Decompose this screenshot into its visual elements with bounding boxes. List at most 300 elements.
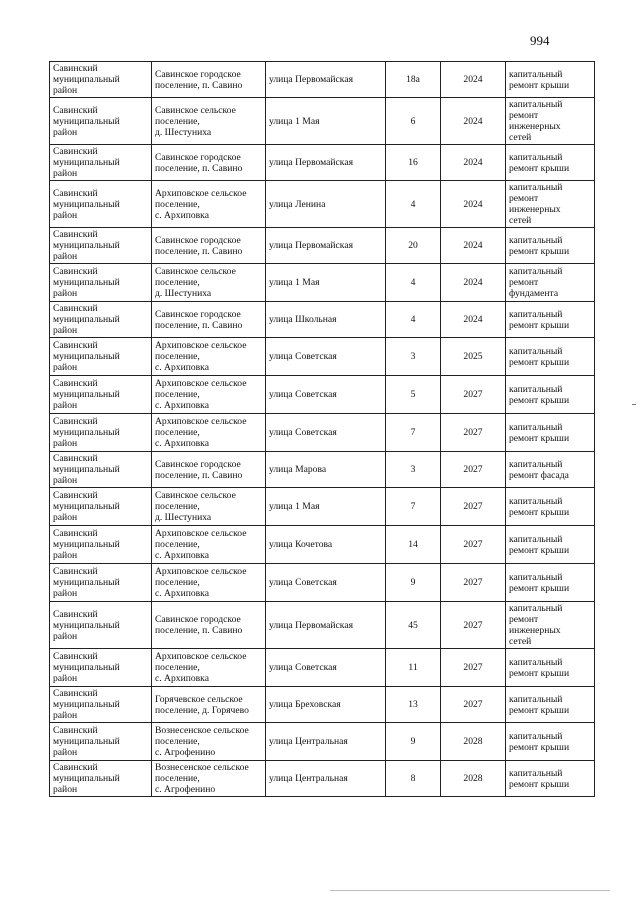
- work-type-line: ремонт крыши: [509, 544, 570, 556]
- street-line: улица 1 Мая: [269, 501, 320, 512]
- table-row: [50, 452, 595, 488]
- table-row: [50, 228, 595, 264]
- street-line: улица Бреховская: [269, 699, 341, 710]
- district-cell: [50, 264, 152, 302]
- settlement-cell: [152, 414, 266, 452]
- settlement-line: с. Агрофенино: [155, 747, 216, 758]
- street-line: улица Советская: [269, 389, 337, 400]
- street-cell: [266, 649, 386, 687]
- district-line: район: [53, 209, 78, 221]
- street-cell: [266, 338, 386, 376]
- district-line: Савинский: [53, 303, 98, 314]
- street-line: улица Первомайская: [269, 240, 353, 251]
- work-type-line: ремонт крыши: [509, 704, 570, 716]
- district-line: район: [53, 784, 78, 795]
- district-line: муниципальный: [53, 240, 120, 251]
- street-line: улица Первомайская: [269, 619, 353, 631]
- district-cell: [50, 181, 152, 228]
- district-cell: [50, 62, 152, 98]
- settlement-line: поселение, д. Горячево: [155, 704, 249, 716]
- table-body: [50, 62, 595, 797]
- settlement-cell: [152, 564, 266, 602]
- district-line: муниципальный: [53, 577, 120, 588]
- district-line: Савинский: [53, 762, 98, 773]
- house-number-cell: 9: [386, 723, 441, 761]
- street-cell: [266, 526, 386, 564]
- street-cell: [266, 228, 386, 264]
- work-type-line: ремонт: [509, 193, 539, 204]
- settlement-cell: [152, 602, 266, 649]
- settlement-line: д. Шестуниха: [155, 512, 212, 523]
- street-line: улица Кочетова: [269, 539, 333, 550]
- settlement-line: Архиповское сельское: [155, 651, 247, 662]
- work-type-cell: [506, 452, 595, 488]
- district-cell: [50, 723, 152, 761]
- district-line: Савинский: [53, 453, 98, 464]
- year-cell: 2024: [441, 181, 506, 228]
- settlement-line: Савинское сельское: [155, 104, 236, 116]
- table-row: [50, 526, 595, 564]
- work-type-line: сетей: [509, 636, 532, 647]
- district-cell: [50, 302, 152, 338]
- district-line: Савинский: [53, 608, 98, 620]
- district-line: муниципальный: [53, 198, 120, 210]
- district-line: Савинский: [53, 566, 98, 577]
- year-cell: 2027: [441, 414, 506, 452]
- work-type-line: капитальный: [509, 533, 563, 545]
- settlement-line: Архиповское сельское: [155, 340, 247, 351]
- work-type-line: ремонт: [509, 277, 539, 288]
- work-type-cell: [506, 145, 595, 181]
- settlement-cell: [152, 181, 266, 228]
- settlement-line: поселение, п. Савино: [155, 162, 243, 174]
- work-type-line: ремонт крыши: [509, 394, 570, 406]
- house-number-cell: 14: [386, 526, 441, 564]
- settlement-cell: [152, 376, 266, 414]
- work-type-line: капитальный: [509, 458, 563, 470]
- district-line: муниципальный: [53, 699, 120, 710]
- district-line: Савинский: [53, 688, 98, 699]
- work-type-cell: [506, 526, 595, 564]
- district-line: Савинский: [53, 340, 98, 351]
- street-cell: [266, 98, 386, 145]
- street-cell: [266, 414, 386, 452]
- page-number: 994: [530, 33, 550, 48]
- district-line: район: [53, 288, 78, 299]
- district-cell: [50, 526, 152, 564]
- table-row: [50, 302, 595, 338]
- work-type-line: капитальный: [509, 571, 563, 583]
- district-line: Савинский: [53, 63, 98, 74]
- house-number-cell: 18а: [386, 62, 441, 98]
- settlement-cell: [152, 264, 266, 302]
- work-type-line: инженерных: [509, 121, 561, 132]
- work-type-line: капитальный: [509, 383, 563, 395]
- settlement-line: Архиповское сельское: [155, 187, 247, 199]
- settlement-line: поселение,: [155, 662, 200, 673]
- district-line: муниципальный: [53, 389, 120, 400]
- settlement-cell: [152, 526, 266, 564]
- district-line: район: [53, 588, 78, 599]
- work-type-cell: [506, 62, 595, 98]
- work-type-line: фундамента: [509, 288, 559, 299]
- settlement-cell: [152, 302, 266, 338]
- settlement-line: Архиповское сельское: [155, 528, 247, 539]
- settlement-line: Савинское городское: [155, 614, 241, 625]
- table-row: [50, 723, 595, 761]
- district-cell: [50, 414, 152, 452]
- district-line: муниципальный: [53, 773, 120, 784]
- street-line: улица Первомайская: [269, 157, 353, 168]
- settlement-line: поселение,: [155, 389, 200, 400]
- street-line: улица Школьная: [269, 314, 337, 325]
- house-number-cell: 4: [386, 302, 441, 338]
- house-number-cell: 45: [386, 602, 441, 649]
- settlement-cell: [152, 228, 266, 264]
- settlement-line: поселение, п. Савино: [155, 245, 243, 257]
- work-type-line: ремонт: [509, 110, 539, 121]
- year-cell: 2024: [441, 62, 506, 98]
- district-line: Савинский: [53, 146, 98, 157]
- district-line: муниципальный: [53, 157, 120, 168]
- house-number-cell: 4: [386, 181, 441, 228]
- settlement-cell: [152, 62, 266, 98]
- district-line: район: [53, 362, 78, 373]
- district-line: район: [53, 85, 78, 96]
- district-line: район: [53, 325, 78, 336]
- work-type-line: капитальный: [509, 99, 563, 110]
- district-line: район: [53, 747, 78, 758]
- street-cell: [266, 181, 386, 228]
- year-cell: 2027: [441, 488, 506, 526]
- table-row: [50, 649, 595, 687]
- district-line: муниципальный: [53, 539, 120, 550]
- settlement-line: Архиповское сельское: [155, 416, 247, 427]
- settlement-line: поселение,: [155, 773, 200, 784]
- house-number-cell: 5: [386, 376, 441, 414]
- district-line: муниципальный: [53, 277, 120, 288]
- settlement-cell: [152, 488, 266, 526]
- year-cell: 2027: [441, 564, 506, 602]
- settlement-line: с. Архиповка: [155, 362, 209, 373]
- work-type-line: капитальный: [509, 182, 563, 193]
- work-type-line: капитальный: [509, 308, 563, 320]
- work-type-line: ремонт крыши: [509, 245, 570, 257]
- district-line: Савинский: [53, 490, 98, 501]
- work-type-line: капитальный: [509, 603, 563, 614]
- work-type-cell: [506, 98, 595, 145]
- year-cell: 2027: [441, 452, 506, 488]
- work-type-cell: [506, 761, 595, 797]
- district-line: муниципальный: [53, 662, 120, 673]
- work-type-line: инженерных: [509, 204, 561, 215]
- year-cell: 2027: [441, 602, 506, 649]
- settlement-cell: [152, 649, 266, 687]
- district-cell: [50, 602, 152, 649]
- district-line: Савинский: [53, 104, 98, 116]
- district-line: район: [53, 400, 78, 411]
- work-type-line: инженерных: [509, 625, 561, 636]
- work-type-cell: [506, 687, 595, 723]
- street-line: улица Центральная: [269, 736, 348, 747]
- table-row: [50, 145, 595, 181]
- settlement-line: Горячевское сельское: [155, 693, 243, 705]
- table-row: [50, 264, 595, 302]
- street-cell: [266, 452, 386, 488]
- settlement-line: с. Архиповка: [155, 588, 209, 599]
- district-cell: [50, 338, 152, 376]
- year-cell: 2028: [441, 723, 506, 761]
- house-number-cell: 6: [386, 98, 441, 145]
- street-cell: [266, 602, 386, 649]
- house-number-cell: 3: [386, 338, 441, 376]
- street-cell: [266, 62, 386, 98]
- work-type-cell: [506, 338, 595, 376]
- settlement-line: Савинское сельское: [155, 266, 236, 277]
- table-row: [50, 98, 595, 145]
- district-line: муниципальный: [53, 464, 120, 475]
- street-line: улица 1 Мая: [269, 277, 320, 288]
- street-line: улица Центральная: [269, 773, 348, 784]
- district-cell: [50, 687, 152, 723]
- district-line: муниципальный: [53, 351, 120, 362]
- district-cell: [50, 649, 152, 687]
- settlement-line: Архиповское сельское: [155, 566, 247, 577]
- year-cell: 2024: [441, 302, 506, 338]
- district-line: Савинский: [53, 266, 98, 277]
- settlement-line: поселение,: [155, 277, 200, 288]
- street-line: улица Советская: [269, 577, 337, 588]
- work-type-line: ремонт: [509, 614, 539, 625]
- settlement-cell: [152, 338, 266, 376]
- street-line: улица Советская: [269, 427, 337, 438]
- district-line: Савинский: [53, 378, 98, 389]
- district-line: муниципальный: [53, 427, 120, 438]
- work-type-cell: [506, 414, 595, 452]
- street-cell: [266, 376, 386, 414]
- district-line: район: [53, 438, 78, 449]
- district-line: район: [53, 475, 78, 486]
- district-line: Савинский: [53, 651, 98, 662]
- settlement-line: с. Архиповка: [155, 438, 209, 449]
- table-row: [50, 687, 595, 723]
- street-cell: [266, 564, 386, 602]
- district-line: район: [53, 512, 78, 523]
- work-type-line: ремонт крыши: [509, 582, 570, 594]
- district-line: район: [53, 168, 78, 179]
- settlement-line: поселение, п. Савино: [155, 469, 243, 481]
- district-cell: [50, 452, 152, 488]
- street-line: улица Советская: [269, 662, 337, 673]
- work-type-cell: [506, 649, 595, 687]
- settlement-line: Савинское городское: [155, 234, 241, 246]
- district-line: муниципальный: [53, 736, 120, 747]
- work-type-line: капитальный: [509, 495, 563, 507]
- district-line: Савинский: [53, 416, 98, 427]
- district-line: район: [53, 251, 78, 262]
- street-cell: [266, 302, 386, 338]
- street-line: улица Советская: [269, 351, 337, 362]
- work-type-cell: [506, 376, 595, 414]
- street-line: улица Первомайская: [269, 74, 353, 85]
- street-line: улица Ленина: [269, 198, 326, 210]
- district-line: муниципальный: [53, 501, 120, 512]
- table-row: [50, 488, 595, 526]
- settlement-line: с. Архиповка: [155, 550, 209, 561]
- year-cell: 2027: [441, 649, 506, 687]
- district-cell: [50, 98, 152, 145]
- work-type-line: ремонт крыши: [509, 778, 570, 790]
- district-line: район: [53, 550, 78, 561]
- settlement-line: Вознесенское сельское: [155, 762, 249, 773]
- year-cell: 2028: [441, 761, 506, 797]
- settlement-line: с. Агрофенино: [155, 784, 216, 795]
- settlement-line: поселение, п. Савино: [155, 625, 243, 636]
- work-type-line: капитальный: [509, 234, 563, 246]
- settlement-line: поселение,: [155, 115, 200, 127]
- year-cell: 2024: [441, 145, 506, 181]
- work-type-line: капитальный: [509, 345, 563, 357]
- settlement-line: Архиповское сельское: [155, 378, 247, 389]
- settlement-line: поселение,: [155, 351, 200, 362]
- house-number-cell: 16: [386, 145, 441, 181]
- house-number-cell: 20: [386, 228, 441, 264]
- work-type-line: ремонт крыши: [509, 162, 570, 174]
- year-cell: 2027: [441, 687, 506, 723]
- work-type-line: капитальный: [509, 151, 563, 163]
- year-cell: 2027: [441, 376, 506, 414]
- settlement-cell: [152, 452, 266, 488]
- district-line: Савинский: [53, 187, 98, 199]
- district-cell: [50, 145, 152, 181]
- settlement-line: с. Архиповка: [155, 400, 209, 411]
- district-line: Савинский: [53, 528, 98, 539]
- district-line: муниципальный: [53, 314, 120, 325]
- year-cell: 2024: [441, 228, 506, 264]
- year-cell: 2027: [441, 526, 506, 564]
- district-line: район: [53, 126, 78, 138]
- settlement-line: Савинское городское: [155, 308, 241, 320]
- settlement-line: поселение,: [155, 736, 200, 747]
- year-cell: 2024: [441, 264, 506, 302]
- table-row: [50, 761, 595, 797]
- house-number-cell: 8: [386, 761, 441, 797]
- district-line: муниципальный: [53, 619, 120, 631]
- work-type-line: капитальный: [509, 266, 563, 277]
- settlement-line: поселение,: [155, 198, 200, 210]
- year-cell: 2024: [441, 98, 506, 145]
- settlement-line: поселение,: [155, 427, 200, 438]
- district-cell: [50, 228, 152, 264]
- work-type-line: капитальный: [509, 730, 563, 742]
- house-number-cell: 3: [386, 452, 441, 488]
- table-row: [50, 602, 595, 649]
- work-type-line: сетей: [509, 132, 532, 143]
- district-cell: [50, 376, 152, 414]
- settlement-cell: [152, 761, 266, 797]
- work-type-line: капитальный: [509, 68, 563, 80]
- street-line: улица 1 Мая: [269, 115, 320, 127]
- street-cell: [266, 723, 386, 761]
- work-type-line: капитальный: [509, 693, 563, 705]
- street-cell: [266, 687, 386, 723]
- district-line: Савинский: [53, 229, 98, 240]
- work-type-line: ремонт крыши: [509, 506, 570, 518]
- district-cell: [50, 761, 152, 797]
- scan-artifact-mark: [632, 404, 636, 405]
- work-type-cell: [506, 264, 595, 302]
- table-row: [50, 338, 595, 376]
- work-type-line: капитальный: [509, 767, 563, 779]
- district-line: муниципальный: [53, 74, 120, 85]
- work-type-line: ремонт крыши: [509, 319, 570, 331]
- district-line: район: [53, 710, 78, 721]
- house-number-cell: 11: [386, 649, 441, 687]
- work-type-line: капитальный: [509, 656, 563, 668]
- table-row: [50, 564, 595, 602]
- house-number-cell: 9: [386, 564, 441, 602]
- district-line: район: [53, 673, 78, 684]
- work-type-line: ремонт фасада: [509, 469, 569, 481]
- settlement-cell: [152, 98, 266, 145]
- street-cell: [266, 488, 386, 526]
- settlement-line: Вознесенское сельское: [155, 725, 249, 736]
- settlement-line: д. Шестуниха: [155, 126, 212, 138]
- work-type-cell: [506, 602, 595, 649]
- district-cell: [50, 564, 152, 602]
- work-type-line: капитальный: [509, 421, 563, 433]
- work-type-cell: [506, 302, 595, 338]
- table-row: [50, 376, 595, 414]
- district-line: Савинский: [53, 725, 98, 736]
- work-type-line: ремонт крыши: [509, 741, 570, 753]
- settlement-line: поселение,: [155, 577, 200, 588]
- settlement-line: поселение, п. Савино: [155, 79, 243, 91]
- street-line: улица Марова: [269, 464, 327, 475]
- street-cell: [266, 761, 386, 797]
- housing-repair-table: [49, 61, 595, 797]
- settlement-line: с. Архиповка: [155, 209, 209, 221]
- house-number-cell: 7: [386, 414, 441, 452]
- work-type-line: сетей: [509, 215, 532, 226]
- settlement-line: Савинское городское: [155, 151, 241, 163]
- table-row: [50, 62, 595, 98]
- work-type-cell: [506, 723, 595, 761]
- street-cell: [266, 264, 386, 302]
- work-type-line: ремонт крыши: [509, 356, 570, 368]
- settlement-line: с. Архиповка: [155, 673, 209, 684]
- house-number-cell: 13: [386, 687, 441, 723]
- settlement-cell: [152, 723, 266, 761]
- settlement-line: д. Шестуниха: [155, 288, 212, 299]
- work-type-cell: [506, 488, 595, 526]
- work-type-cell: [506, 564, 595, 602]
- settlement-cell: [152, 687, 266, 723]
- house-number-cell: 4: [386, 264, 441, 302]
- work-type-cell: [506, 228, 595, 264]
- settlement-line: поселение, п. Савино: [155, 319, 243, 331]
- settlement-cell: [152, 145, 266, 181]
- settlement-line: Савинское сельское: [155, 490, 236, 501]
- year-cell: 2025: [441, 338, 506, 376]
- work-type-line: ремонт крыши: [509, 667, 570, 679]
- district-line: район: [53, 630, 78, 642]
- house-number-cell: 7: [386, 488, 441, 526]
- work-type-line: ремонт крыши: [509, 432, 570, 444]
- district-line: муниципальный: [53, 115, 120, 127]
- work-type-line: ремонт крыши: [509, 79, 570, 91]
- settlement-line: Савинское городское: [155, 68, 241, 80]
